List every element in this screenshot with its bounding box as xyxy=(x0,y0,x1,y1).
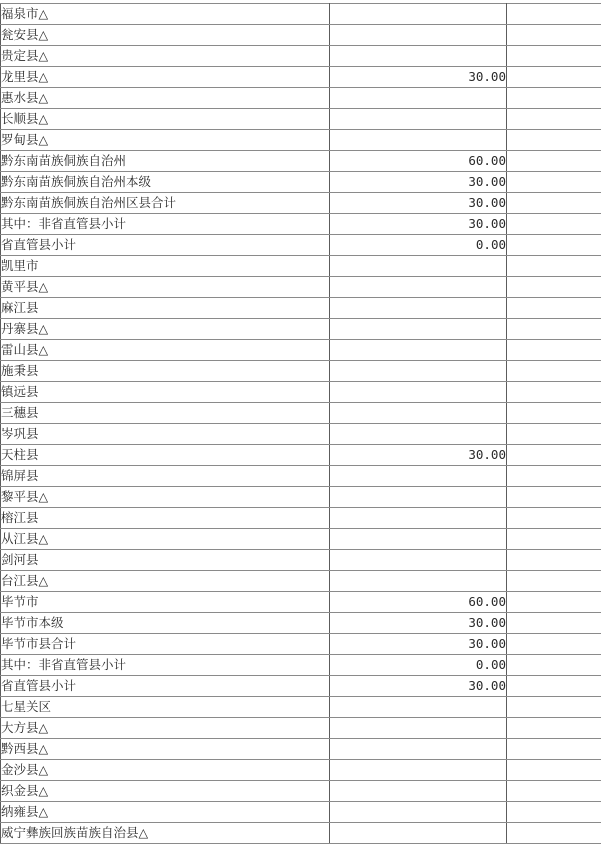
amount-cell: 30.00 xyxy=(330,214,507,235)
empty-cell xyxy=(507,529,601,550)
table-row xyxy=(1,403,601,424)
table-row xyxy=(1,739,601,760)
table-row xyxy=(1,634,601,655)
table-row xyxy=(1,319,601,340)
empty-cell xyxy=(507,550,601,571)
amount-cell xyxy=(330,382,507,403)
empty-cell xyxy=(507,361,601,382)
empty-cell xyxy=(507,718,601,739)
table-row xyxy=(1,67,601,88)
table-row xyxy=(1,256,601,277)
empty-cell xyxy=(507,424,601,445)
amount-cell xyxy=(330,718,507,739)
empty-cell xyxy=(507,193,601,214)
amount-cell xyxy=(330,508,507,529)
table-row xyxy=(1,655,601,676)
amount-cell: 30.00 xyxy=(330,676,507,697)
region-name: 凯里市 xyxy=(1,256,330,277)
amount-cell xyxy=(330,25,507,46)
region-name: 黔东南苗族侗族自治州区县合计 xyxy=(1,193,330,214)
empty-cell xyxy=(507,403,601,424)
amount-cell xyxy=(330,550,507,571)
table-row xyxy=(1,760,601,781)
table-row xyxy=(1,550,601,571)
amount-cell xyxy=(330,340,507,361)
budget-table xyxy=(0,3,601,844)
amount-cell xyxy=(330,130,507,151)
region-name: 黔东南苗族侗族自治州 xyxy=(1,151,330,172)
table-row xyxy=(1,172,601,193)
amount-cell xyxy=(330,361,507,382)
amount-cell xyxy=(330,823,507,844)
table-row xyxy=(1,361,601,382)
amount-cell xyxy=(330,781,507,802)
amount-cell xyxy=(330,277,507,298)
empty-cell xyxy=(507,88,601,109)
empty-cell xyxy=(507,172,601,193)
empty-cell xyxy=(507,25,601,46)
amount-cell xyxy=(330,529,507,550)
table-row xyxy=(1,571,601,592)
region-name: 其中：非省直管县小计 xyxy=(1,214,330,235)
region-name: 惠水县△ xyxy=(1,88,330,109)
amount-cell xyxy=(330,739,507,760)
region-name: 黄平县△ xyxy=(1,277,330,298)
region-name: 黔西县△ xyxy=(1,739,330,760)
region-name: 台江县△ xyxy=(1,571,330,592)
table-row xyxy=(1,823,601,844)
region-name: 纳雍县△ xyxy=(1,802,330,823)
empty-cell xyxy=(507,4,601,25)
region-name: 榕江县 xyxy=(1,508,330,529)
empty-cell xyxy=(507,277,601,298)
amount-cell: 0.00 xyxy=(330,235,507,256)
table-row xyxy=(1,466,601,487)
empty-cell xyxy=(507,466,601,487)
region-name: 从江县△ xyxy=(1,529,330,550)
table-row xyxy=(1,151,601,172)
table-row xyxy=(1,592,601,613)
empty-cell xyxy=(507,109,601,130)
amount-cell xyxy=(330,403,507,424)
table-row xyxy=(1,382,601,403)
region-name: 麻江县 xyxy=(1,298,330,319)
region-name: 长顺县△ xyxy=(1,109,330,130)
table-row xyxy=(1,781,601,802)
table-row xyxy=(1,130,601,151)
table-row xyxy=(1,445,601,466)
region-name: 黔东南苗族侗族自治州本级 xyxy=(1,172,330,193)
region-name: 雷山县△ xyxy=(1,340,330,361)
empty-cell xyxy=(507,67,601,88)
region-name: 天柱县 xyxy=(1,445,330,466)
table-row xyxy=(1,802,601,823)
region-name: 威宁彝族回族苗族自治县△ xyxy=(1,823,330,844)
table-row xyxy=(1,340,601,361)
region-name: 七星关区 xyxy=(1,697,330,718)
region-name: 其中：非省直管县小计 xyxy=(1,655,330,676)
region-name: 贵定县△ xyxy=(1,46,330,67)
empty-cell xyxy=(507,571,601,592)
empty-cell xyxy=(507,487,601,508)
amount-cell xyxy=(330,487,507,508)
amount-cell xyxy=(330,46,507,67)
region-name: 毕节市本级 xyxy=(1,613,330,634)
region-name: 省直管县小计 xyxy=(1,235,330,256)
empty-cell xyxy=(507,298,601,319)
table-row xyxy=(1,88,601,109)
table-row xyxy=(1,298,601,319)
table-row xyxy=(1,235,601,256)
empty-cell xyxy=(507,823,601,844)
region-name: 岑巩县 xyxy=(1,424,330,445)
table-row xyxy=(1,4,601,25)
empty-cell xyxy=(507,613,601,634)
empty-cell xyxy=(507,592,601,613)
region-name: 毕节市 xyxy=(1,592,330,613)
empty-cell xyxy=(507,46,601,67)
empty-cell xyxy=(507,235,601,256)
table-row xyxy=(1,676,601,697)
amount-cell: 30.00 xyxy=(330,445,507,466)
table-row xyxy=(1,25,601,46)
table-row xyxy=(1,424,601,445)
empty-cell xyxy=(507,382,601,403)
empty-cell xyxy=(507,130,601,151)
empty-cell xyxy=(507,634,601,655)
empty-cell xyxy=(507,214,601,235)
region-name: 丹寨县△ xyxy=(1,319,330,340)
amount-cell xyxy=(330,760,507,781)
empty-cell xyxy=(507,445,601,466)
region-name: 大方县△ xyxy=(1,718,330,739)
empty-cell xyxy=(507,802,601,823)
table-row xyxy=(1,487,601,508)
amount-cell xyxy=(330,298,507,319)
region-name: 罗甸县△ xyxy=(1,130,330,151)
region-name: 瓮安县△ xyxy=(1,25,330,46)
amount-cell xyxy=(330,88,507,109)
table-row xyxy=(1,613,601,634)
amount-cell: 30.00 xyxy=(330,67,507,88)
region-name: 镇远县 xyxy=(1,382,330,403)
empty-cell xyxy=(507,697,601,718)
amount-cell xyxy=(330,4,507,25)
amount-cell: 60.00 xyxy=(330,151,507,172)
amount-cell: 30.00 xyxy=(330,634,507,655)
empty-cell xyxy=(507,340,601,361)
amount-cell xyxy=(330,466,507,487)
empty-cell xyxy=(507,508,601,529)
table-row xyxy=(1,697,601,718)
amount-cell: 60.00 xyxy=(330,592,507,613)
region-name: 施秉县 xyxy=(1,361,330,382)
amount-cell xyxy=(330,109,507,130)
region-name: 龙里县△ xyxy=(1,67,330,88)
empty-cell xyxy=(507,655,601,676)
region-name: 锦屏县 xyxy=(1,466,330,487)
table-row xyxy=(1,46,601,67)
amount-cell xyxy=(330,319,507,340)
empty-cell xyxy=(507,760,601,781)
table-row xyxy=(1,109,601,130)
empty-cell xyxy=(507,781,601,802)
region-name: 剑河县 xyxy=(1,550,330,571)
region-name: 省直管县小计 xyxy=(1,676,330,697)
empty-cell xyxy=(507,256,601,277)
amount-cell xyxy=(330,697,507,718)
region-name: 毕节市县合计 xyxy=(1,634,330,655)
region-name: 织金县△ xyxy=(1,781,330,802)
amount-cell: 0.00 xyxy=(330,655,507,676)
empty-cell xyxy=(507,319,601,340)
table-row xyxy=(1,193,601,214)
empty-cell xyxy=(507,151,601,172)
amount-cell: 30.00 xyxy=(330,193,507,214)
amount-cell: 30.00 xyxy=(330,613,507,634)
table-row xyxy=(1,508,601,529)
region-name: 福泉市△ xyxy=(1,4,330,25)
table-row xyxy=(1,529,601,550)
table-row xyxy=(1,214,601,235)
empty-cell xyxy=(507,676,601,697)
table-row xyxy=(1,277,601,298)
region-name: 金沙县△ xyxy=(1,760,330,781)
table-row xyxy=(1,718,601,739)
amount-cell: 30.00 xyxy=(330,172,507,193)
region-name: 黎平县△ xyxy=(1,487,330,508)
region-name: 三穗县 xyxy=(1,403,330,424)
amount-cell xyxy=(330,424,507,445)
amount-cell xyxy=(330,802,507,823)
amount-cell xyxy=(330,571,507,592)
empty-cell xyxy=(507,739,601,760)
amount-cell xyxy=(330,256,507,277)
